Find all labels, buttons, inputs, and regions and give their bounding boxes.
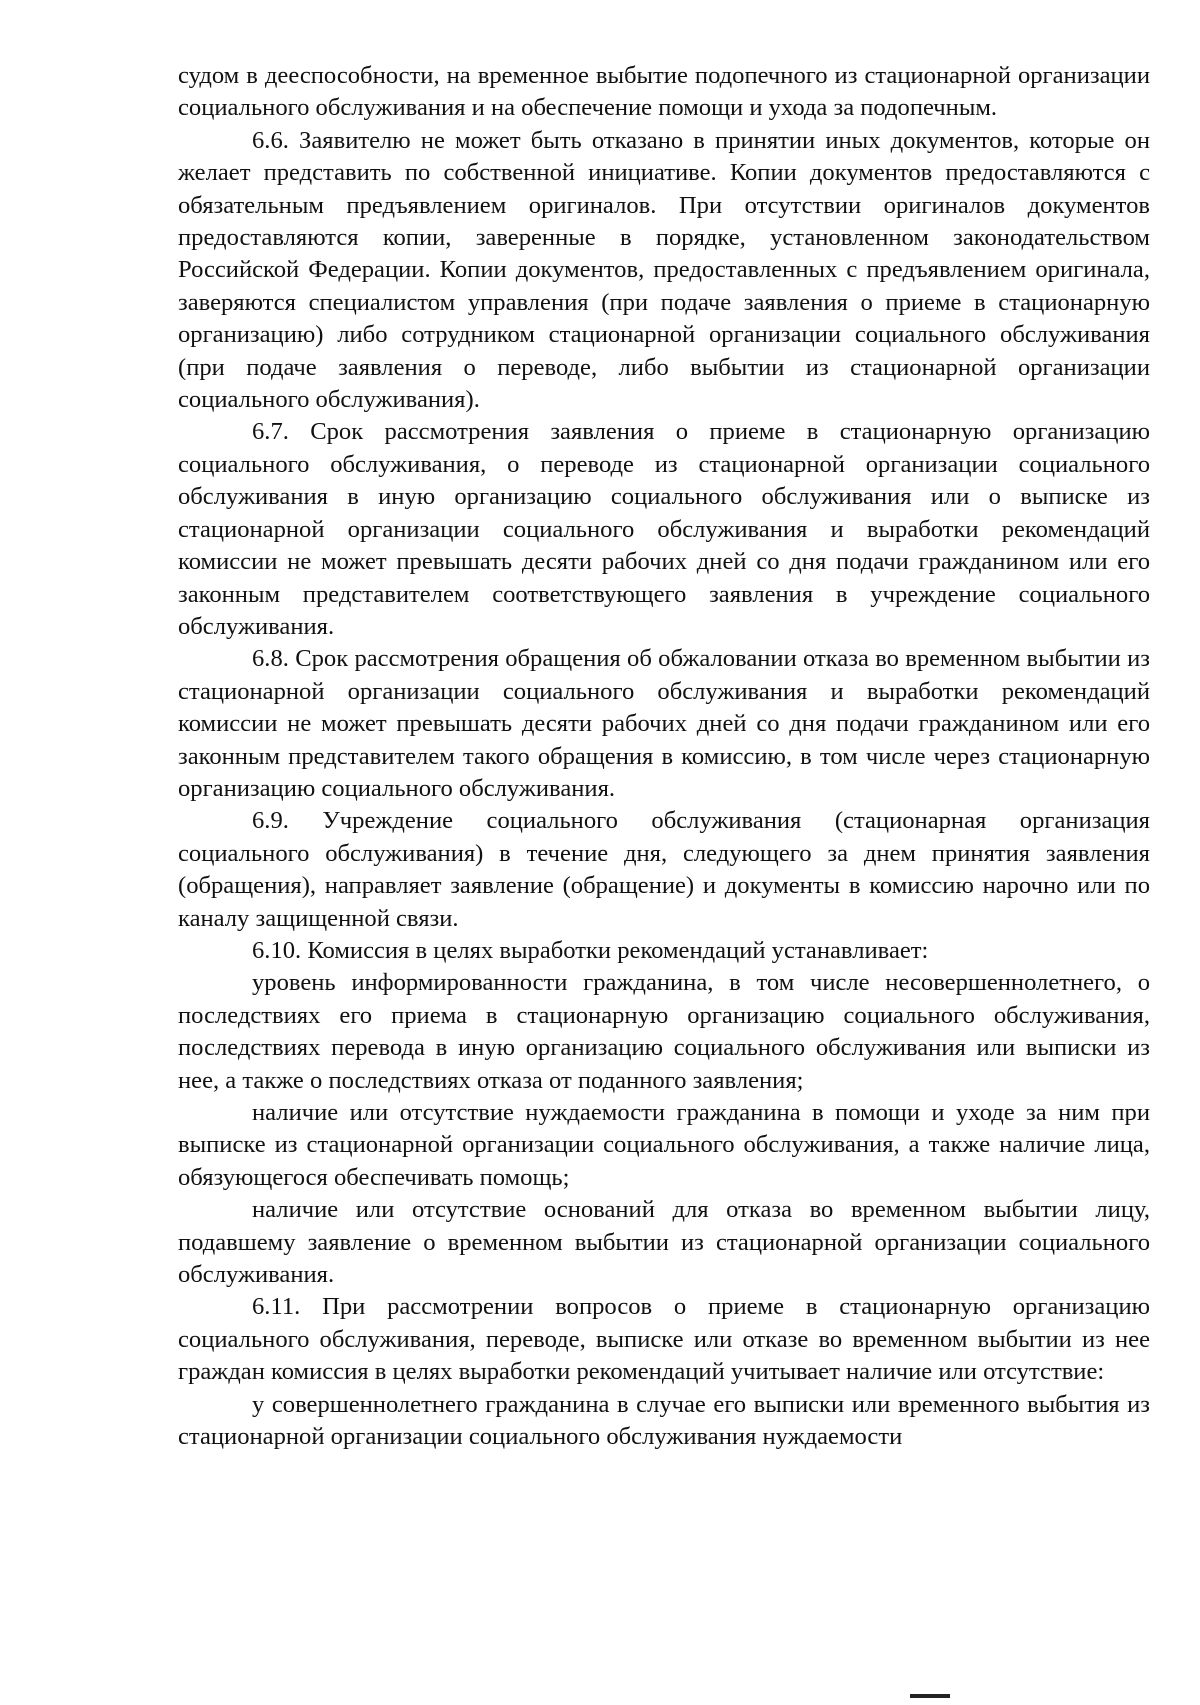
paragraph-6-10: 6.10. Комиссия в целях выработки рекомендаций устанавливает: xyxy=(252,936,929,964)
document-page xyxy=(178,60,1150,1453)
paragraph-continuation: судом в дееспособности, на временное выбытие подопечного из стационарной организации социального обслуживания и на обеспечение помощи и ухода за подопечным. xyxy=(178,62,1150,122)
paragraph-6-10-item-1: уровень информированности гражданина, в том числе несовершеннолетнего, о последствиях его приема в стационарную организацию социального обслуживания, последствиях перевода в иную организацию социального обслуживания или выписки из нее, а также о последствиях отказа от поданного заявления; xyxy=(178,969,1150,1094)
paragraph-6-7: 6.7. Срок рассмотрения заявления о приеме в стационарную организацию социального обслуживания, о переводе из стационарной организации социального обслуживания в иную организацию социального обслуживания или о выписке из стационарной организации социального обслуживания и выработки рекомендаций комиссии не может превышать десяти рабочих дней со дня подачи гражданином или его законным представителем соответствующего заявления в учреждение социального обслуживания. xyxy=(178,418,1150,640)
paragraph-6-6: 6.6. Заявителю не может быть отказано в принятии иных документов, которые он желает представить по собственной инициативе. Копии документов предоставляются с обязательным предъявлением оригиналов. При отсутствии оригиналов документов предоставляются копии, заверенные в порядке, установленном законодательством Российской Федерации. Копии документов, предоставленных с предъявлением оригинала, заверяются специалистом управления (при подаче заявления о приеме в стационарную организацию) либо сотрудником стационарной организации социального обслуживания (при подаче заявления о переводе, либо выбытии из стационарной организации социального обслуживания). xyxy=(178,126,1150,414)
paragraph-6-10-item-2: наличие или отсутствие нуждаемости гражданина в помощи и уходе за ним при выписке из стационарной организации социального обслуживания, а также наличие лица, обязующегося обеспечивать помощь; xyxy=(178,1099,1150,1191)
paragraph-6-8: 6.8. Срок рассмотрения обращения об обжаловании отказа во временном выбытии из стационарной организации социального обслуживания и выработки рекомендаций комиссии не может превышать десяти рабочих дней со дня подачи гражданином или его законным представителем такого обращения в комиссию, в том числе через стационарную организацию социального обслуживания. xyxy=(178,645,1150,802)
paragraph-6-10-item-3: наличие или отсутствие оснований для отказа во временном выбытии лицу, подавшему заявление о временном выбытии из стационарной организации социального обслуживания. xyxy=(178,1196,1150,1289)
paragraph-6-9: 6.9. Учреждение социального обслуживания (стационарная организация социального обслуживания) в течение дня, следующего за днем принятия заявления (обращения), направляет заявление (обращение) и документы в комиссию нарочно или по каналу защищенной связи. xyxy=(178,807,1150,932)
paragraph-6-11-item-1: у совершеннолетнего гражданина в случае его выписки или временного выбытия из стационарной организации социального обслуживания нуждаемости xyxy=(178,1390,1150,1451)
page-footer-mark xyxy=(910,1694,950,1698)
paragraph-6-11: 6.11. При рассмотрении вопросов о приеме в стационарную организацию социального обслуживания, переводе, выписке или отказе во временном выбытии из нее граждан комиссия в целях выработки рекомендаций учитывает наличие или отсутствие: xyxy=(178,1293,1150,1386)
